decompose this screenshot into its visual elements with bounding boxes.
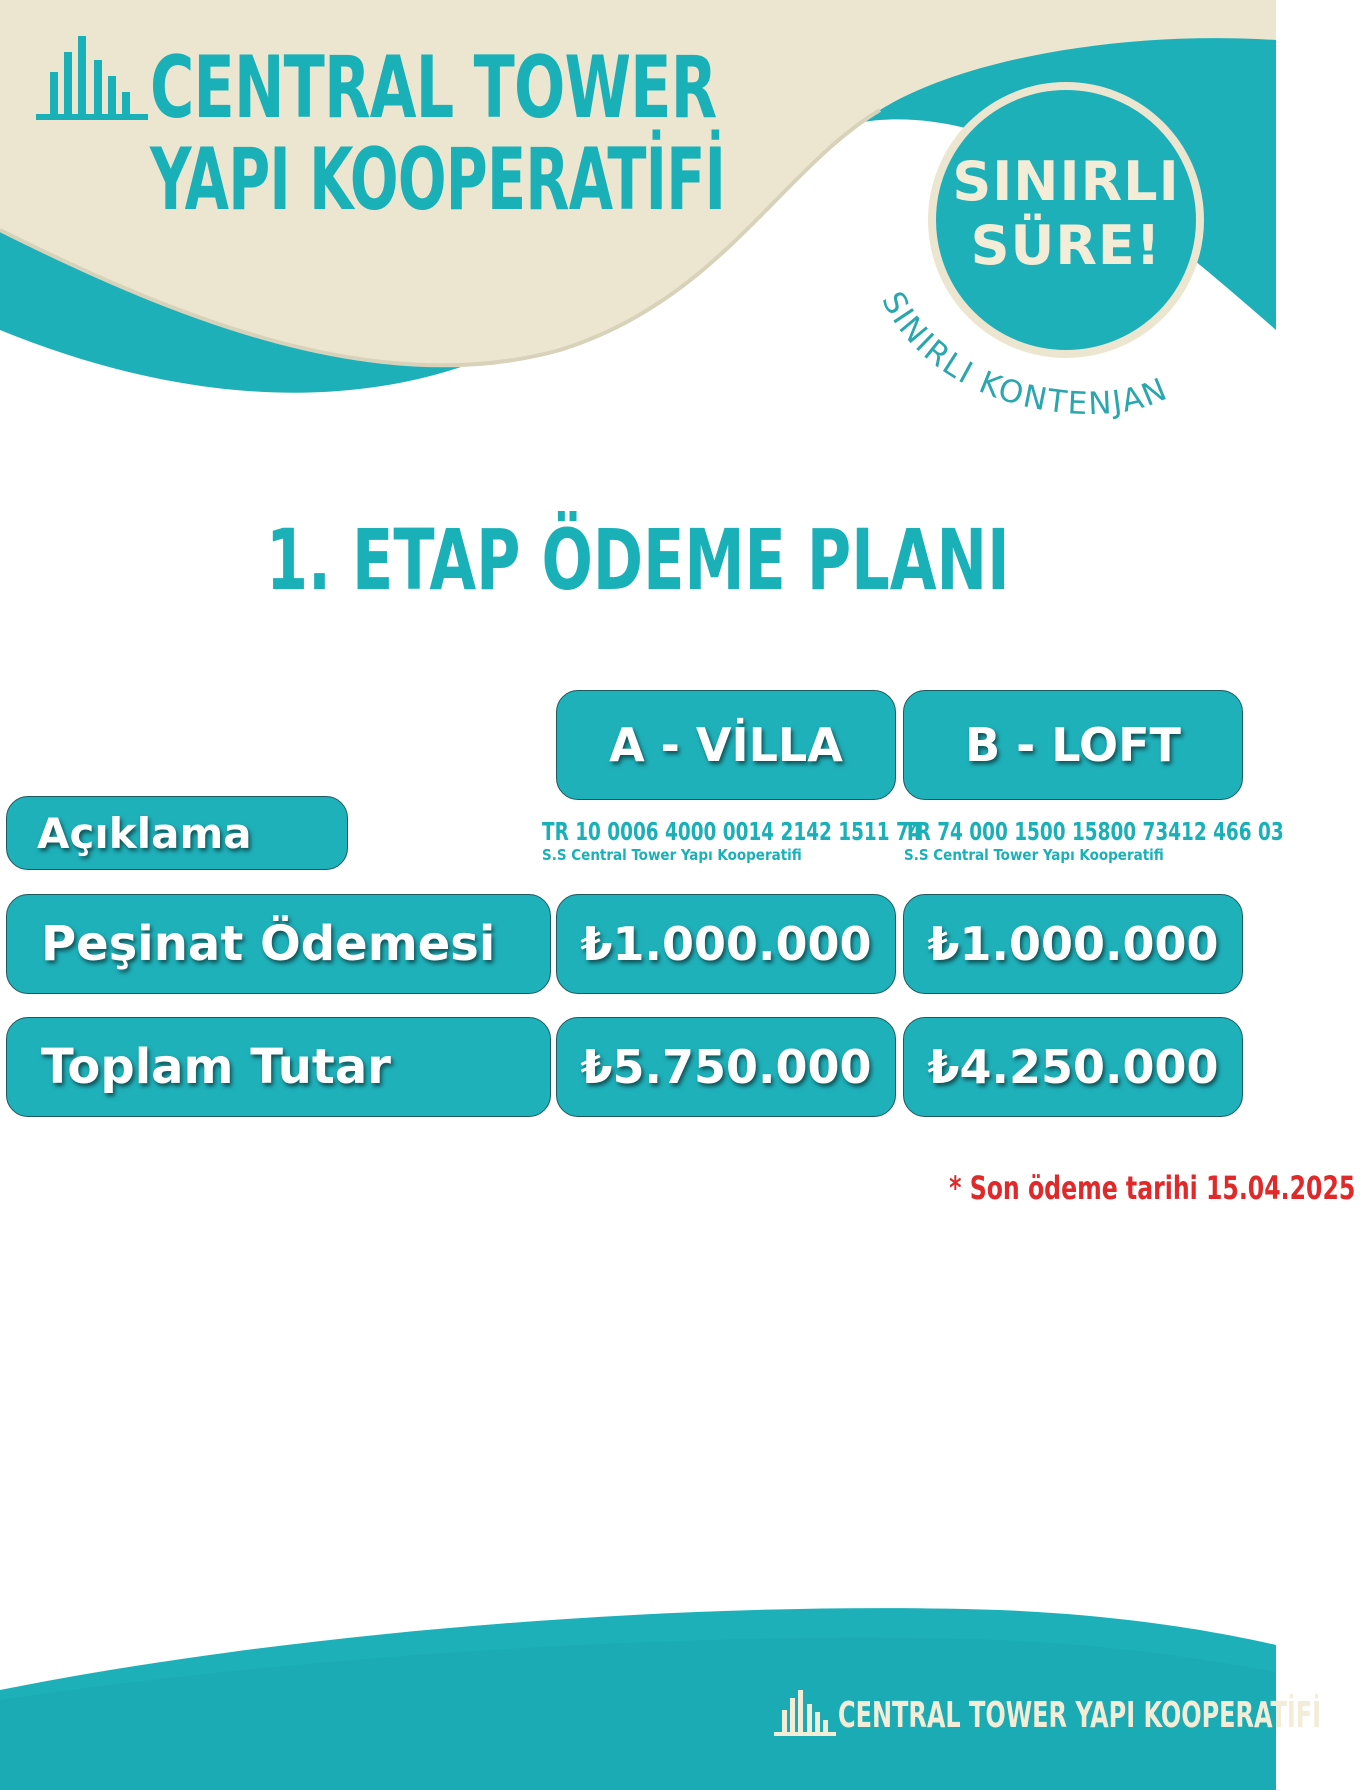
payment-deadline-note bbox=[860, 1168, 1356, 1208]
page-title bbox=[0, 510, 1276, 610]
iban-b-loft bbox=[904, 818, 1367, 864]
row-label-down-payment: Peşinat Ödemesi bbox=[6, 894, 551, 994]
brand-name-line2: YAPI KOOPERATİFİ bbox=[150, 130, 726, 230]
brand-name-line1: CENTRAL TOWER bbox=[150, 38, 717, 138]
column-header-a-villa: A - VİLLA bbox=[556, 690, 896, 800]
svg-text:SINIRLI KONTENJAN bbox=[874, 286, 1173, 422]
footer-building-bars-icon bbox=[774, 1690, 836, 1740]
badge-line1: SINIRLI bbox=[952, 150, 1180, 213]
down-payment-a-villa: ₺1.000.000 bbox=[556, 894, 896, 994]
page-title-text: 1. ETAP ÖDEME PLANI bbox=[266, 511, 1010, 609]
iban-owner-a: S.S Central Tower Yapı Kooperatifi bbox=[542, 846, 802, 864]
badge-line2: SÜRE! bbox=[970, 214, 1162, 277]
down-payment-b-loft: ₺1.000.000 bbox=[903, 894, 1243, 994]
arc-text-content: SINIRLI KONTENJAN bbox=[874, 285, 1174, 423]
iban-number-b: TR 74 000 1500 15800 73412 466 03 bbox=[904, 817, 1284, 846]
row-label-total-amount: Toplam Tutar bbox=[6, 1017, 551, 1117]
iban-number-a: TR 10 0006 4000 0014 2142 1511 74 bbox=[542, 817, 922, 846]
footer-brand-name: CENTRAL TOWER YAPI KOOPERATİFİ bbox=[838, 1695, 1322, 1736]
iban-owner-b: S.S Central Tower Yapı Kooperatifi bbox=[904, 846, 1164, 864]
total-amount-b-loft: ₺4.250.000 bbox=[903, 1017, 1243, 1117]
total-amount-a-villa: ₺5.750.000 bbox=[556, 1017, 896, 1117]
row-label-description: Açıklama bbox=[6, 796, 348, 870]
column-header-b-loft: B - LOFT bbox=[903, 690, 1243, 800]
payment-deadline-text: * Son ödeme tarihi 15.04.2025 bbox=[949, 1169, 1356, 1207]
building-bars-icon bbox=[36, 36, 148, 128]
limited-quota-arc-text bbox=[860, 250, 1280, 430]
